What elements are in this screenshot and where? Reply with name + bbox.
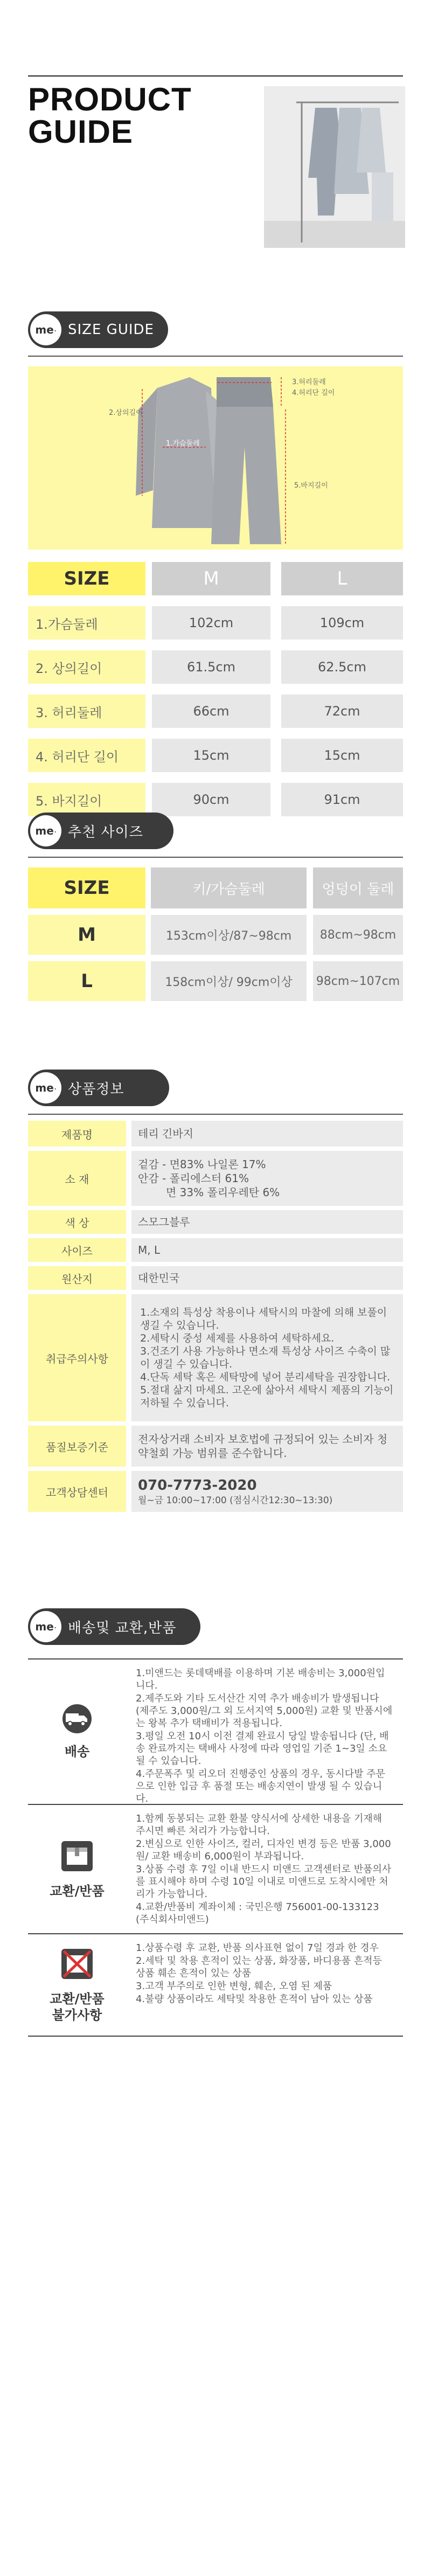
info-row-color [28, 1210, 403, 1234]
product-info-table [28, 1121, 403, 1516]
label-chest: 1.가슴둘레 [166, 440, 200, 448]
brand-logo: me . [30, 1072, 61, 1103]
section-title: 추천 사이즈 [68, 824, 143, 841]
section-badge-recommend [28, 813, 173, 849]
care-item: 4.단독 세탁 혹은 세탁망에 넣어 분리세탁을 권장합니다. [140, 1371, 391, 1383]
care-item: 2.세탁시 중성 세제를 사용하여 세탁하세요. [140, 1332, 335, 1344]
value-l: 62.5cm [281, 650, 403, 684]
shipping-info [28, 1660, 403, 2037]
label-waist: 3.허리둘레 [292, 378, 326, 386]
recommend-table-header [28, 867, 403, 908]
recommend-table [28, 867, 403, 1008]
section-divider [28, 857, 403, 858]
no-exchange-block [28, 1934, 403, 2037]
size-guide-illustration [28, 366, 403, 550]
table-row [28, 650, 403, 684]
truck-icon [58, 1704, 96, 1736]
box-icon [58, 1839, 96, 1876]
value-m: 90cm [152, 783, 270, 816]
no-exchange-item: 2.세탁 및 착용 흔적이 있는 상품, 화장품, 바디용품 흔적등 상품 훼손 흔적이 있는 상품 [136, 1955, 382, 1979]
table-row [28, 961, 403, 1001]
no-exchange-item: 4.불량 상품이라도 세탁및 착용한 흔적이 남아 있는 상품 [136, 1994, 373, 2005]
material-line: 겉감 - 면83% 나일론 17% [138, 1158, 266, 1171]
info-row-cs [28, 1471, 403, 1512]
exchange-text [126, 1805, 403, 1933]
table-row [28, 739, 403, 772]
exchange-item: 2.변심으로 인한 사이즈, 컬러, 디자인 변경 등은 반품 3,000원/ 교환 배송비 6,000원이 부과됩니다. [136, 1838, 391, 1862]
table-row [28, 695, 403, 728]
header-hip: 엉덩이 둘레 [313, 867, 403, 908]
size-table [28, 562, 403, 827]
header-m: M [152, 562, 270, 595]
info-key: 취급주의사항 [28, 1294, 126, 1421]
no-exchange-text [126, 1934, 403, 2036]
info-row-size [28, 1238, 403, 1262]
care-item: 3.건조기 사용 가능하나 면소재 특성상 사이즈 수축이 많이 생길 수 있습니다. [140, 1345, 391, 1370]
header-top-line [28, 75, 403, 77]
brand-logo: me . [30, 1611, 61, 1642]
header-size: SIZE [28, 867, 145, 908]
section-title: SIZE GUIDE [68, 322, 154, 338]
no-exchange-item: 1.상품수령 후 교환, 반품 의사표현 없이 7일 경과 한 경우 [136, 1942, 379, 1954]
info-value [131, 1471, 403, 1512]
info-row-origin [28, 1266, 403, 1290]
value-m: 102cm [152, 606, 270, 640]
delivery-item: 3.평일 오전 10시 이전 결제 완료시 당일 발송됩니다 (단, 배송 완료까지는 택배사 사정에 따라 영업일 기준 1~3일 소요될 수 있습니다. [136, 1731, 389, 1767]
value-m: 61.5cm [152, 650, 270, 684]
section-divider [28, 1114, 403, 1115]
product-hero-image [264, 86, 405, 248]
title-line-2: GUIDE [28, 114, 134, 150]
info-row-name [28, 1121, 403, 1147]
no-exchange-cell [28, 1934, 126, 2036]
info-value: 테리 긴바지 [131, 1121, 403, 1147]
cs-hours: 월~금 10:00~17:00 (점심시간12:30~13:30) [138, 1495, 333, 1506]
info-value [131, 1294, 403, 1421]
delivery-item: 4.주문폭주 및 리오더 진행중인 상품의 경우, 동시다발 주문으로 인한 입금 후 품절 또는 배송지연이 발생 될 수 있습니다. [136, 1768, 385, 1804]
info-value [131, 1151, 403, 1206]
info-key: 품질보증기준 [28, 1426, 126, 1467]
no-return-icon [58, 1947, 96, 1983]
section-badge-size-guide [28, 311, 168, 348]
section-divider [28, 356, 403, 357]
info-value: 스모그블루 [131, 1210, 403, 1234]
label-waistband: 4.허리단 길이 [292, 389, 335, 397]
section-badge-shipping [28, 1608, 200, 1645]
size-value: M [28, 915, 145, 955]
page-title [28, 81, 192, 150]
no-exchange-label-2: 불가사항 [52, 2008, 102, 2023]
info-value: 대한민국 [131, 1266, 403, 1290]
label-top-length: 2.상의길이 [109, 409, 143, 417]
header-height-chest: 키/가슴둘레 [151, 867, 307, 908]
row-label: 4. 허리단 길이 [28, 739, 145, 772]
info-key: 원산지 [28, 1266, 126, 1290]
row-label: 1.가슴둘레 [28, 606, 145, 640]
size-table-header [28, 562, 403, 595]
exchange-item: 1.함께 동봉되는 교환 환불 양식서에 상세한 내용을 기재해 주시면 빠른 처리가 가능합니다. [136, 1813, 383, 1837]
height-chest-value: 158cm이상/ 99cm이상 [151, 961, 307, 1001]
no-exchange-label-1: 교환/반품 [50, 1991, 105, 2006]
brand-logo: me . [30, 815, 61, 846]
header-l: L [281, 562, 403, 595]
info-value: 전자상거래 소비자 보호법에 규정되어 있는 소비자 청약철회 가능 범위를 준수합니다. [131, 1426, 403, 1467]
care-item: 1.소재의 특성상 착용이나 세탁시의 마찰에 의해 보풀이 생길 수 있습니다. [140, 1307, 387, 1331]
table-row [28, 606, 403, 640]
hip-value: 88cm~98cm [313, 915, 403, 955]
exchange-item: 4.교환/반품비 계좌이체 : 국민은행 756001-00-133123 (주식회사미앤드) [136, 1901, 379, 1925]
delivery-item: 2.제주도와 기타 도서산간 지역 추가 배송비가 발생됩니다 (제주도 3,000원/그 외 도서지역 5,000원) 교환 및 반품시에는 왕복 추가 택배비가 적용됩니다. [136, 1693, 393, 1729]
cs-phone: 070-7773-2020 [138, 1477, 257, 1494]
exchange-cell [28, 1805, 126, 1933]
height-chest-value: 153cm이상/87~98cm [151, 915, 307, 955]
section-badge-product-info [28, 1070, 169, 1106]
section-title: 상품정보 [68, 1081, 124, 1098]
row-label: 3. 허리둘레 [28, 695, 145, 728]
value-m: 66cm [152, 695, 270, 728]
no-exchange-item: 3.고객 부주의로 인한 변형, 훼손, 오염 된 제품 [136, 1981, 332, 1992]
size-value: L [28, 961, 145, 1001]
exchange-block [28, 1805, 403, 1934]
care-item: 5.절대 삶지 마세요. 고온에 삶아서 세탁시 제품의 기능이 저하될 수 있습니다. [140, 1384, 394, 1409]
delivery-block [28, 1660, 403, 1805]
info-value: M, L [131, 1238, 403, 1262]
hip-value: 98cm~107cm [313, 961, 403, 1001]
value-l: 72cm [281, 695, 403, 728]
table-row [28, 915, 403, 955]
delivery-item: 1.미앤드는 롯데택배를 이용하며 기본 배송비는 3,000원입니다. [136, 1668, 385, 1691]
header-size: SIZE [28, 562, 145, 595]
row-label: 2. 상의길이 [28, 650, 145, 684]
exchange-item: 3.상품 수령 후 7일 이내 반드시 미앤드 고객센터로 반품의사를 표시해야 하며 수령 10일 이내로 미앤드로 도착시에만 처리가 가능합니다. [136, 1864, 392, 1900]
info-key: 제품명 [28, 1121, 126, 1147]
section-title: 배송및 교환,반품 [68, 1620, 177, 1636]
value-m: 15cm [152, 739, 270, 772]
material-line: 안감 - 폴리에스터 61% [138, 1172, 249, 1185]
title-line-1: PRODUCT [28, 81, 192, 117]
value-l: 15cm [281, 739, 403, 772]
delivery-text [126, 1660, 403, 1804]
info-key: 색 상 [28, 1210, 126, 1234]
info-row-care [28, 1294, 403, 1421]
delivery-label: 배송 [64, 1744, 90, 1759]
material-line: 면 33% 폴리우레탄 6% [166, 1186, 280, 1199]
exchange-label: 교환/반품 [50, 1884, 105, 1899]
table-row [28, 783, 403, 816]
info-row-material [28, 1151, 403, 1206]
value-l: 91cm [281, 783, 403, 816]
value-l: 109cm [281, 606, 403, 640]
row-label: 5. 바지길이 [28, 783, 145, 816]
info-key: 소 재 [28, 1151, 126, 1206]
delivery-cell [28, 1660, 126, 1804]
brand-logo: me . [30, 314, 61, 345]
info-key: 고객상담센터 [28, 1471, 126, 1512]
info-key: 사이즈 [28, 1238, 126, 1262]
label-pants-length: 5.바지길이 [294, 482, 328, 490]
no-exchange-label [50, 1991, 105, 2023]
info-row-warranty [28, 1426, 403, 1467]
